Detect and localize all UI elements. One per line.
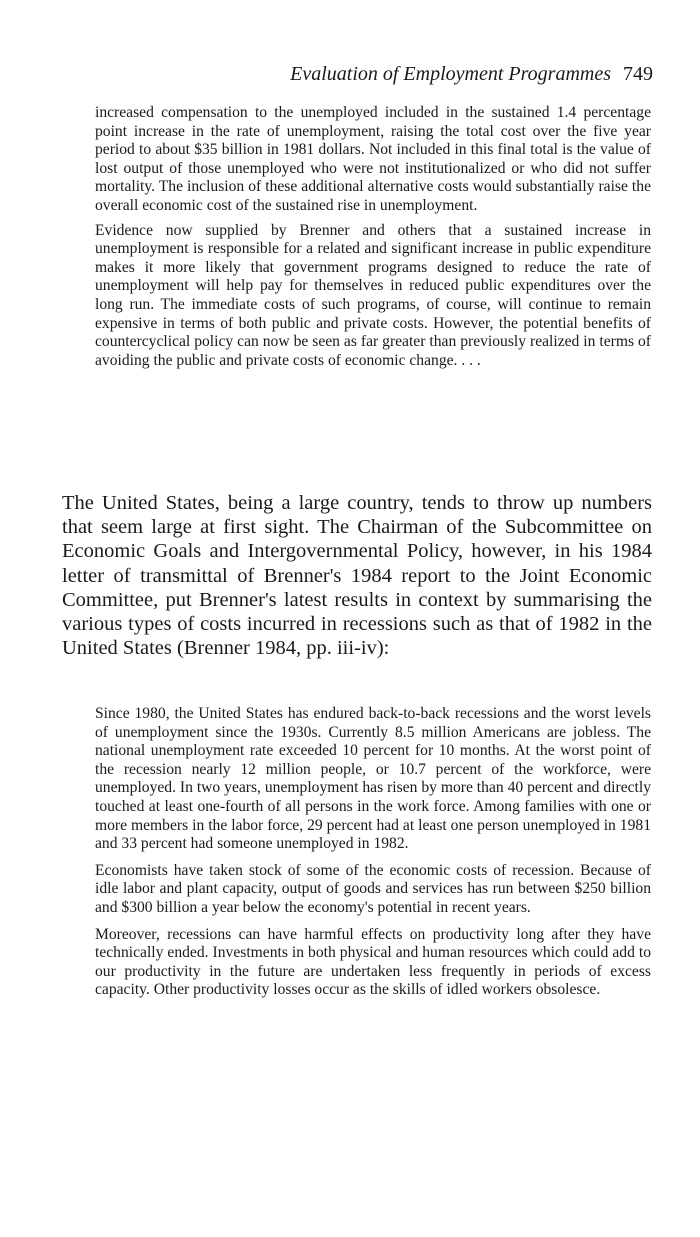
body-paragraph: The United States, being a large country, tends to throw up numbers that seem large at first sight. The Chairman of the Subcommittee on Economic Goals and Intergovernmental Policy, however, in his 1984 letter of transmittal of Brenner's 1984 report to the Joint Economic Committee, put Brenner's latest results in context by summarising the various types of costs incurred in recessions such as that of 1982 in the United States (Brenner 1984, pp. iii-iv): (62, 492, 652, 660)
running-title: Evaluation of Employment Programmes (290, 63, 611, 85)
quote-paragraph: Since 1980, the United States has endured back-to-back recessions and the worst levels of unemployment since the 1930s. Currently 8.5 million Americans are jobless. The national unemployment rate exceeded 10 percent for 10 months. At the worst point of the recession nearly 12 million people, or 10.7 percent of the workforce, were unemployed. In two years, unemployment has risen by more than 40 percent and directly touched at least one-fourth of all persons in the work force. Among families with one or more members in the labor force, 29 percent had at least one person unemployed in 1981 and 33 percent had someone unemployed in 1982. (95, 705, 651, 853)
running-head (290, 62, 653, 86)
block-quote-bottom (95, 705, 651, 1000)
quote-paragraph: Evidence now supplied by Brenner and others that a sustained increase in unemployment is responsible for a related and significant increase in public expenditure makes it more likely that government programs designed to reduce the rate of unemployment will help pay for themselves in reduced public expenditures over the long run. The immediate costs of such programs, of course, will continue to remain expensive in terms of both public and private costs. However, the potential benefits of countercyclical policy can now be seen as far greater than previously realized in terms of avoiding the public and private costs of economic change. . . . (95, 221, 651, 369)
quote-paragraph: increased compensation to the unemployed included in the sustained 1.4 percentage point increase in the rate of unemployment, raising the total cost over the five year period to about $35 billion in 1981 dollars. Not included in this final total is the value of lost output of those unemployed who were not institutionalized or who did not suffer mortality. The inclusion of these additional alternative costs would substantially raise the overall economic cost of the sustained rise in unemployment. (95, 104, 651, 214)
quote-paragraph: Economists have taken stock of some of the economic costs of recession. Because of idle labor and plant capacity, output of goods and services has run between $250 billion and $300 billion a year below the economy's potential in recent years. (95, 861, 651, 916)
block-quote-top (95, 104, 651, 370)
quote-paragraph: Moreover, recessions can have harmful effects on productivity long after they have technically ended. Investments in both physical and human resources which could add to our productivity in the future are undertaken less frequently in periods of excess capacity. Other productivity losses occur as the skills of idled workers obsolesce. (95, 925, 651, 999)
page-number: 749 (623, 63, 653, 85)
